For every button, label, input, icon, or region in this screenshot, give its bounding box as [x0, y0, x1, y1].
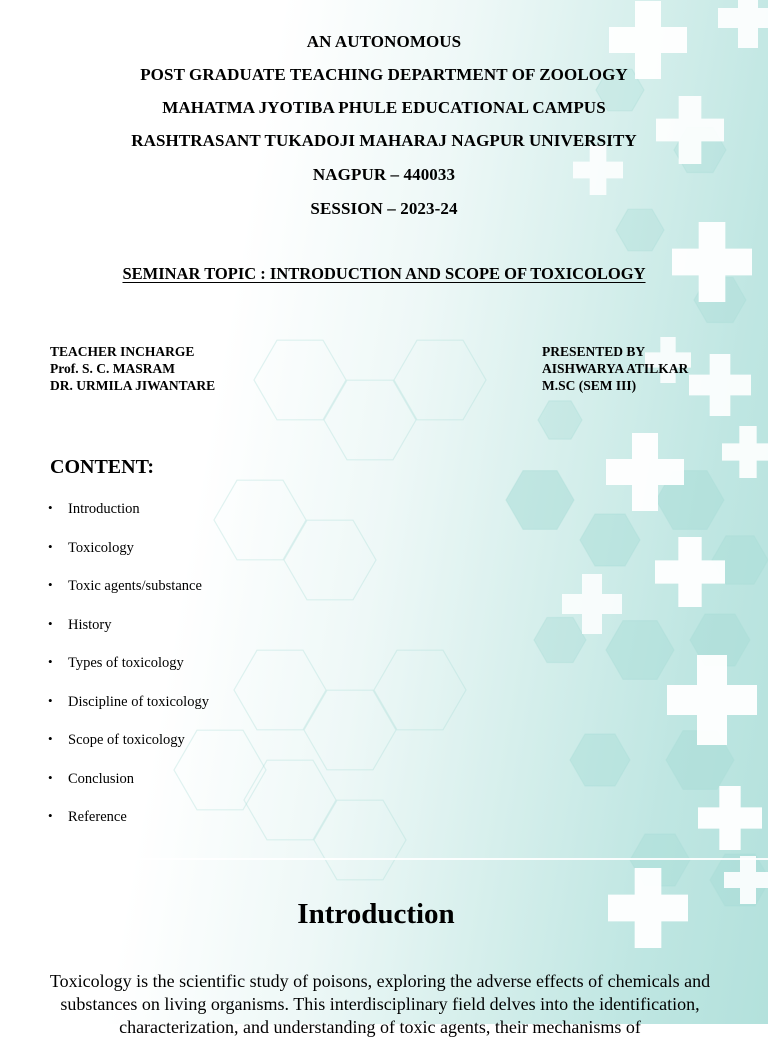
bullet-icon: • [48, 731, 53, 746]
bullet-icon: • [48, 769, 53, 785]
teacher-name: DR. URMILA JIWANTARE [50, 378, 216, 393]
teacher-heading: TEACHER INCHARGE [50, 344, 195, 359]
list-item: • Conclusion [48, 769, 135, 787]
list-item: • Discipline of toxicology [48, 692, 209, 710]
presenter-course: M.SC (SEM III) [542, 378, 637, 393]
content-list [48, 498, 209, 845]
bullet-icon: • [48, 577, 53, 592]
list-item: • Scope of toxicology [48, 731, 185, 748]
bullet-icon: • [48, 692, 53, 708]
teacher-name: Prof. S. C. MASRAM [50, 361, 175, 376]
teacher-block [50, 343, 215, 394]
bullet-icon: • [48, 654, 53, 669]
header-line-university: RASHTRASANT TUKADOJI MAHARAJ NAGPUR UNIVERSITY [131, 131, 637, 150]
hexagon-shape [534, 618, 586, 663]
list-item: • Toxicology [48, 538, 134, 556]
list-item: • Types of toxicology [48, 654, 184, 671]
medical-cross-icon [655, 537, 725, 607]
hexagon-shape [580, 514, 640, 566]
medical-cross-icon [667, 655, 757, 745]
header-line-department: POST GRADUATE TEACHING DEPARTMENT OF ZOOLOGY [140, 65, 628, 84]
header-line-autonomous: AN AUTONOMOUS [306, 32, 462, 51]
bullet-icon: • [48, 808, 53, 823]
seminar-topic: SEMINAR TOPIC : INTRODUCTION AND SCOPE OF TOXICOLOGY [122, 264, 646, 283]
header-line-session: SESSION – 2023-24 [310, 199, 458, 218]
hexagon-shapes [174, 69, 768, 906]
content-heading: CONTENT: [50, 456, 155, 478]
presenter-name: AISHWARYA ATILKAR [542, 361, 689, 376]
bullet-icon: • [48, 538, 53, 554]
presenter-block [542, 343, 688, 394]
bullet-icon: • [48, 500, 53, 515]
list-item: • History [48, 615, 112, 633]
introduction-title: Introduction [297, 898, 455, 930]
medical-cross-icon [722, 426, 768, 478]
slide-divider [0, 858, 768, 860]
presenter-heading: PRESENTED BY [542, 344, 646, 359]
hexagon-shape [606, 621, 674, 680]
medical-cross-icon [689, 354, 751, 416]
list-item: • Reference [48, 808, 127, 825]
introduction-body: Toxicology is the scientific study of poisons, exploring the adverse effects of chemicals and substances on living organisms. This interdisciplinary field delves into the identification, characterization, and understanding of toxic agents, their mechanisms of [49, 971, 711, 1037]
hexagon-shape [506, 471, 574, 530]
list-item: • Toxic agents/substance [48, 577, 202, 594]
hexagon-shape [570, 734, 630, 786]
hexagon-shape [538, 401, 582, 439]
header-line-campus: MAHATMA JYOTIBA PHULE EDUCATIONAL CAMPUS [162, 98, 606, 117]
medical-cross-icon [698, 786, 762, 850]
bullet-icon: • [48, 615, 53, 631]
list-item: • Introduction [48, 500, 140, 517]
header-line-city: NAGPUR – 440033 [312, 165, 456, 184]
